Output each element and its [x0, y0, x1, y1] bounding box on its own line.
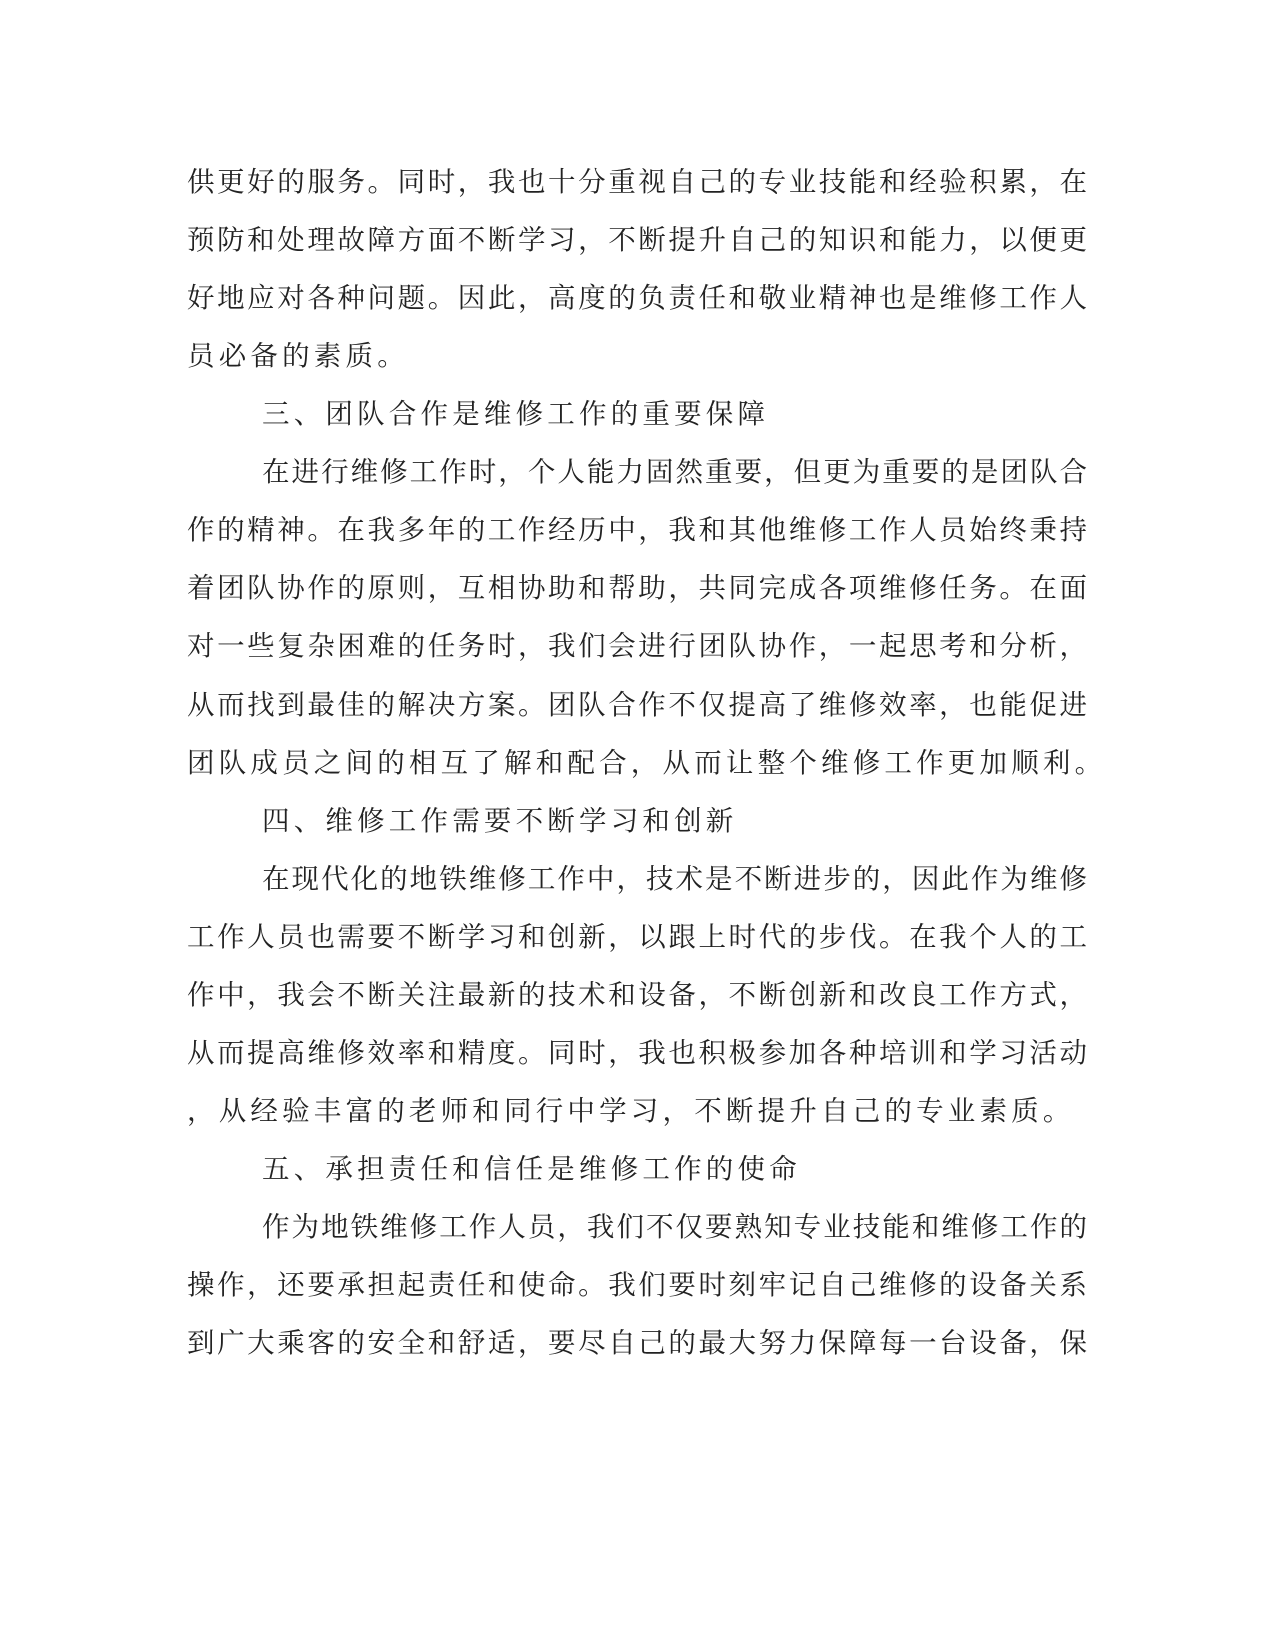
body-text-line: 着团队协作的原则，互相协助和帮助，共同完成各项维修任务。在面: [187, 572, 1087, 604]
body-text-line: 从而找到最佳的解决方案。团队合作不仅提高了维修效率，也能促进: [187, 689, 1087, 721]
body-text-line: 对一些复杂困难的任务时，我们会进行团队协作，一起思考和分析，: [187, 630, 1087, 662]
body-text-line: 从而提高维修效率和精度。同时，我也积极参加各种培训和学习活动: [187, 1037, 1087, 1069]
body-text-line: 工作人员也需要不断学习和创新，以跟上时代的步伐。在我个人的工: [187, 921, 1087, 953]
body-text-line: 在现代化的地铁维修工作中，技术是不断进步的，因此作为维修: [262, 863, 1087, 895]
body-text-line: 团队成员之间的相互了解和配合，从而让整个维修工作更加顺利。: [187, 747, 1107, 779]
body-text-line: 好地应对各种问题。因此，高度的负责任和敬业精神也是维修工作人: [187, 282, 1087, 314]
body-text-line: 员必备的素质。: [187, 340, 409, 372]
body-text-line: 作为地铁维修工作人员，我们不仅要熟知专业技能和维修工作的: [262, 1211, 1087, 1243]
body-text-line: 在进行维修工作时，个人能力固然重要，但更为重要的是团队合: [262, 456, 1087, 488]
body-text-line: 供更好的服务。同时，我也十分重视自己的专业技能和经验积累，在: [187, 166, 1087, 198]
section-heading: 三、团队合作是维修工作的重要保障: [262, 398, 770, 430]
body-text-line: 预防和处理故障方面不断学习，不断提升自己的知识和能力，以便更: [187, 224, 1087, 256]
section-heading: 四、维修工作需要不断学习和创新: [262, 805, 738, 837]
body-text-line: 作的精神。在我多年的工作经历中，我和其他维修工作人员始终秉持: [187, 514, 1087, 546]
section-heading: 五、承担责任和信任是维修工作的使命: [262, 1153, 801, 1185]
body-text-line: ，从经验丰富的老师和同行中学习，不断提升自己的专业素质。: [187, 1095, 1075, 1127]
body-text-line: 操作，还要承担起责任和使命。我们要时刻牢记自己维修的设备关系: [187, 1269, 1087, 1301]
body-text-line: 到广大乘客的安全和舒适，要尽自己的最大努力保障每一台设备，保: [187, 1327, 1087, 1359]
body-text-line: 作中，我会不断关注最新的技术和设备，不断创新和改良工作方式，: [187, 979, 1087, 1011]
